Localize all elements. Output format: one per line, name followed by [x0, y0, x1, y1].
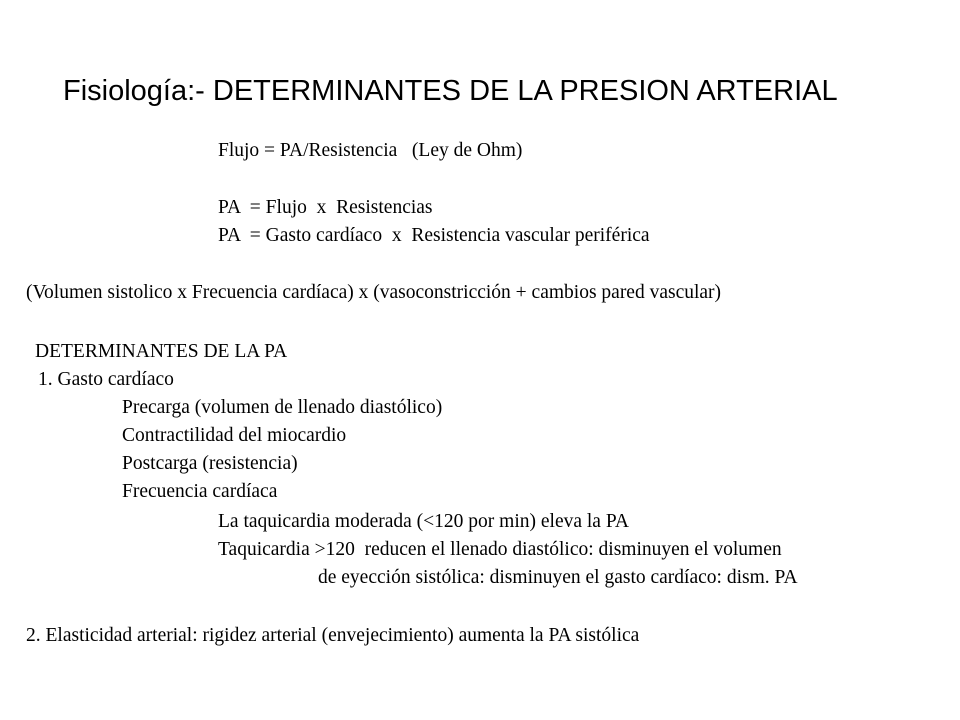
- determinants-heading: DETERMINANTES DE LA PA: [35, 341, 288, 362]
- note-high-tachycardia-cont: de eyección sistólica: disminuyen el gasto cardíaco: dism. PA: [318, 567, 798, 588]
- pa-cardiac-formula: PA = Gasto cardíaco x Resistencia vascular periférica: [218, 225, 650, 246]
- item-1-subitem-postcarga: Postcarga (resistencia): [122, 453, 298, 474]
- item-1-subitem-precarga: Precarga (volumen de llenado diastólico): [122, 397, 443, 418]
- ohm-law-formula: Flujo = PA/Resistencia (Ley de Ohm): [218, 140, 523, 161]
- item-2-label: 2. Elasticidad arterial: rigidez arterial (envejecimiento) aumenta la PA sistólica: [26, 625, 640, 646]
- item-1-label: 1. Gasto cardíaco: [38, 369, 174, 390]
- expanded-formula: (Volumen sistolico x Frecuencia cardíaca) x (vasoconstricción + cambios pared vascular): [26, 282, 722, 303]
- item-1-subitem-contractilidad: Contractilidad del miocardio: [122, 425, 347, 446]
- note-high-tachycardia: Taquicardia >120 reducen el llenado diastólico: disminuyen el volumen: [218, 539, 782, 560]
- item-1-subitem-frecuencia: Frecuencia cardíaca: [122, 481, 278, 502]
- slide-title: Fisiología:- DETERMINANTES DE LA PRESION ARTERIAL: [63, 75, 838, 107]
- pa-flow-formula: PA = Flujo x Resistencias: [218, 197, 433, 218]
- note-moderate-tachycardia: La taquicardia moderada (<120 por min) eleva la PA: [218, 511, 629, 532]
